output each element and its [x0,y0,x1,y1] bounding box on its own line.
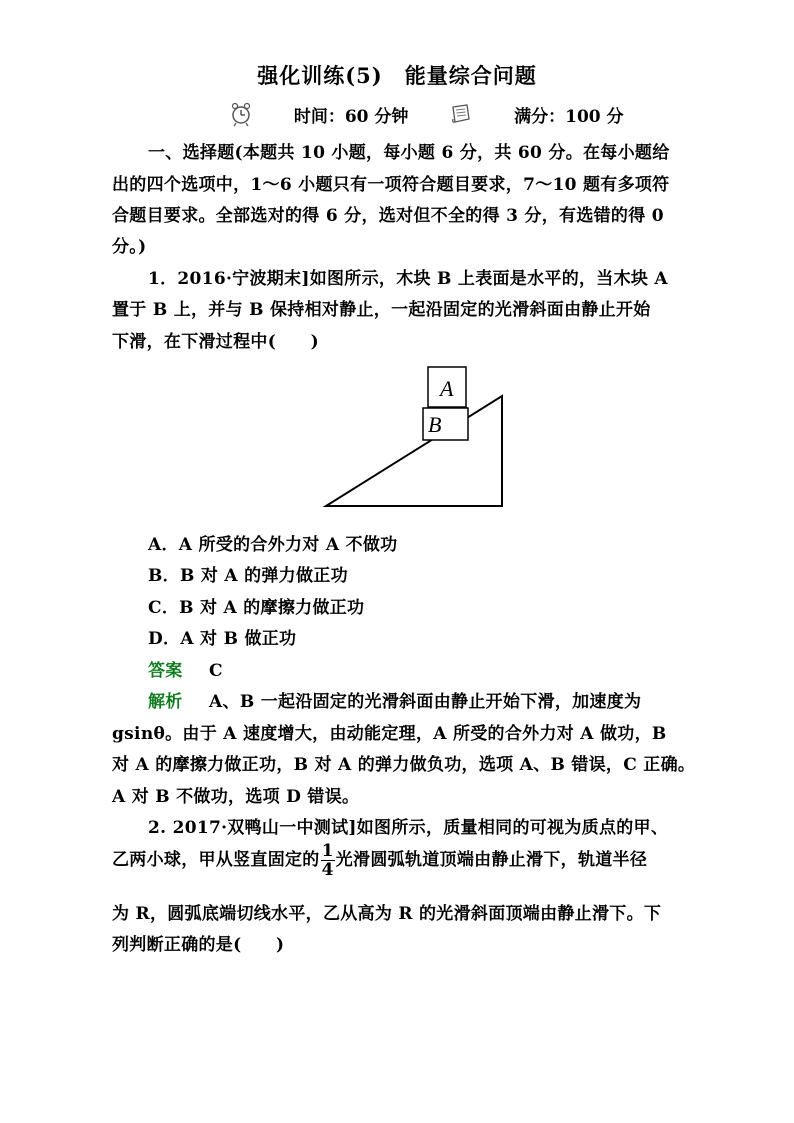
scroll-icon [448,101,474,127]
q1-stem-line-3: 下滑，在下滑过程中( ) [112,332,319,352]
section-heading-line-3: 合题目要求。全部选对的得 6 分，选对但不全的得 3 分，有选错的得 0 [112,206,664,226]
q1-analysis-line-4: A 对 B 不做功，选项 D 错误。 [112,787,360,807]
block-b-label: B [428,412,442,437]
time-label: 时间：60 分钟 [293,106,409,127]
section-heading-line-2: 出的四个选项中，1～6 小题只有一项符合题目要求，7～10 题有多项符 [112,175,670,195]
answer-value: C [209,661,223,681]
q1-analysis-line-3: 对 A 的摩擦力做正功，B 对 A 的弹力做负功，选项 A、B 错误，C 正确。 [112,755,696,775]
q1-option-a: A．A 所受的合外力对 A 不做功 [148,535,398,555]
q2-stem-line-3: 为 R，圆弧底端切线水平，乙从高为 R 的光滑斜面顶端由静止滑下。下 [112,904,662,924]
section-heading-line-4: 分。) [112,237,147,257]
score-label: 满分：100 分 [514,106,624,127]
q2-stem-line-2 [112,842,647,879]
q1-option-b: B．B 对 A 的弹力做正功 [148,566,348,586]
fraction-denominator: 4 [321,860,334,880]
q1-stem-line-2: 置于 B 上，并与 B 保持相对静止，一起沿固定的光滑斜面由静止开始 [112,300,651,320]
exam-meta [228,101,624,127]
q1-stem-line-1: 1．2016·宁波期末]如图所示，木块 B 上表面是水平的，当木块 A [148,269,668,289]
q1-option-d: D．A 对 B 做正功 [148,629,297,649]
incline-figure [322,356,512,516]
section-heading-line-1: 一、选择题(本题共 10 小题，每小题 6 分，共 60 分。在每小题给 [148,143,670,163]
page-title: 强化训练(5) 能量综合问题 [257,63,537,88]
q2-stem-line-2-pre: 乙两小球，甲从竖直固定的 [112,850,320,870]
q2-stem-line-4: 列判断正确的是( ) [112,935,285,955]
fraction-numerator: 1 [321,841,334,861]
q1-answer [148,656,223,681]
q2-stem-line-1: 2. 2017·双鸭山一中测试]如图所示，质量相同的可视为质点的甲、 [148,818,669,838]
incline-triangle [326,396,502,506]
q1-analysis-line-2: gsinθ。由于 A 速度增大，由动能定理，A 所受的合外力对 A 做功，B [112,724,667,744]
quarter-fraction [321,842,335,879]
answer-label: 答案 [148,661,183,681]
clock-icon [228,101,254,127]
analysis-label: 解析 [148,692,183,712]
analysis-text-1: A、B 一起沿固定的光滑斜面由静止开始下滑，加速度为 [209,692,642,712]
q1-option-c: C．B 对 A 的摩擦力做正功 [148,598,365,618]
q1-analysis-line-1 [148,687,641,712]
q2-stem-line-2-post: 光滑圆弧轨道顶端由静止滑下，轨道半径 [335,850,648,870]
block-a-label: A [440,376,454,401]
